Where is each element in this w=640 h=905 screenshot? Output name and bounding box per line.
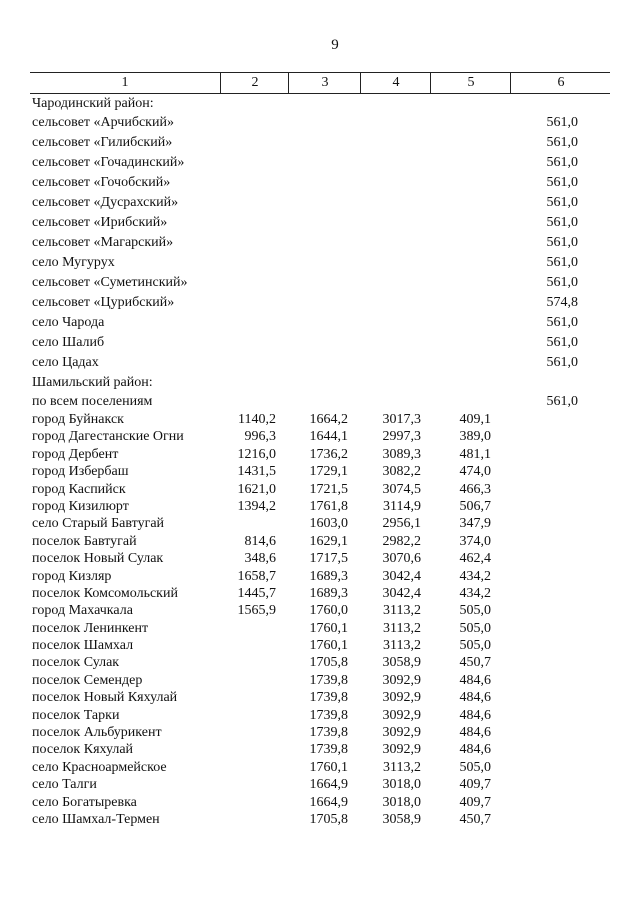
value-col-6: 561,0: [546, 275, 578, 290]
table-header: [30, 72, 610, 94]
value-col-4: 3082,2: [382, 464, 421, 480]
table-row: [30, 213, 610, 233]
settlement-name: сельсовет «Гочобский»: [32, 175, 171, 190]
settlement-name: сельсовет «Дусрахский»: [32, 195, 179, 210]
table-row: [30, 411, 610, 428]
value-col-4: 3042,4: [382, 585, 421, 601]
value-col-4: 2997,3: [382, 429, 421, 445]
settlement-name: поселок Кяхулай: [32, 742, 134, 758]
value-col-3: 1664,9: [309, 794, 348, 810]
value-col-5: 484,6: [459, 742, 491, 758]
table-row: [30, 373, 610, 392]
table-row: [30, 585, 610, 602]
table-row: [30, 313, 610, 333]
settlement-name: Шамильский район:: [32, 375, 153, 390]
value-col-5: 505,0: [459, 759, 491, 775]
table-row: [30, 273, 610, 293]
value-col-2: 1216,0: [237, 446, 276, 462]
table-row: [30, 446, 610, 463]
table-row: [30, 672, 610, 689]
settlement-name: сельсовет «Суметинский»: [32, 275, 188, 290]
value-col-4: 2982,2: [382, 533, 421, 549]
value-col-6: 574,8: [546, 295, 578, 310]
value-col-6: 561,0: [546, 394, 578, 409]
settlement-name: город Избербаш: [32, 464, 129, 480]
value-col-6: 561,0: [546, 155, 578, 170]
table-body: [30, 94, 610, 828]
value-col-3: 1689,3: [309, 568, 348, 584]
settlement-name: село Старый Бавтугай: [32, 516, 165, 532]
value-col-6: 561,0: [546, 175, 578, 190]
table-row: [30, 515, 610, 532]
value-col-5: 484,6: [459, 707, 491, 723]
value-col-3: 1739,8: [309, 690, 348, 706]
value-col-4: 2956,1: [382, 516, 421, 532]
table-row: [30, 153, 610, 173]
value-col-6: 561,0: [546, 215, 578, 230]
value-col-4: 3092,9: [382, 672, 421, 688]
settlement-name: город Буйнакск: [32, 412, 124, 427]
value-col-3: 1760,1: [309, 620, 348, 636]
value-col-3: 1739,8: [309, 742, 348, 758]
value-col-3: 1721,5: [309, 481, 348, 497]
value-col-5: 434,2: [459, 568, 491, 584]
table-row: [30, 133, 610, 153]
value-col-5: 481,1: [459, 446, 491, 462]
value-col-2: 996,3: [244, 429, 276, 445]
value-col-4: 3058,9: [382, 811, 421, 827]
value-col-3: 1739,8: [309, 707, 348, 723]
value-col-4: 3089,3: [382, 446, 421, 462]
settlement-name: город Дербент: [32, 446, 119, 462]
settlement-name: по всем поселениям: [32, 394, 153, 409]
settlement-name: город Дагестанские Огни: [32, 429, 184, 445]
value-col-5: 434,2: [459, 585, 491, 601]
table-row: [30, 811, 610, 828]
settlement-name: поселок Бавтугай: [32, 533, 137, 549]
column-header-1: 1: [121, 75, 129, 90]
value-col-5: 462,4: [459, 551, 491, 567]
value-col-6: 561,0: [546, 195, 578, 210]
value-col-5: 374,0: [459, 533, 491, 549]
table-row: [30, 253, 610, 273]
value-col-4: 3018,0: [382, 777, 421, 793]
value-col-5: 450,7: [459, 811, 491, 827]
value-col-6: 561,0: [546, 115, 578, 130]
value-col-3: 1736,2: [309, 446, 348, 462]
value-col-2: 1431,5: [237, 464, 276, 480]
table-row: [30, 707, 610, 724]
value-col-5: 450,7: [459, 655, 491, 671]
settlement-name: город Каспийск: [32, 481, 126, 497]
table-row: [30, 654, 610, 671]
value-col-4: 3092,9: [382, 707, 421, 723]
value-col-3: 1761,8: [309, 498, 348, 514]
table-row: [30, 498, 610, 515]
value-col-5: 474,0: [459, 464, 491, 480]
value-col-4: 3113,2: [383, 638, 421, 654]
settlement-name: сельсовет «Магарский»: [32, 235, 174, 250]
value-col-2: 1621,0: [237, 481, 276, 497]
value-col-3: 1760,0: [309, 603, 348, 619]
value-col-6: 561,0: [546, 135, 578, 150]
value-col-4: 3058,9: [382, 655, 421, 671]
table-row: [30, 333, 610, 353]
settlement-name: город Кизилюрт: [32, 498, 129, 514]
table-row: [30, 193, 610, 213]
settlement-name: поселок Новый Кяхулай: [32, 690, 178, 706]
value-col-6: 561,0: [546, 235, 578, 250]
value-col-2: 1445,7: [237, 585, 276, 601]
value-col-2: 348,6: [244, 551, 276, 567]
table-row: [30, 550, 610, 567]
settlement-name: село Шамхал-Термен: [32, 811, 160, 827]
settlement-name: сельсовет «Гочадинский»: [32, 155, 185, 170]
value-col-4: 3042,4: [382, 568, 421, 584]
table-row: [30, 173, 610, 193]
value-col-5: 506,7: [459, 498, 491, 514]
settlement-name: поселок Сулак: [32, 655, 120, 671]
value-col-5: 409,7: [459, 794, 491, 810]
table-row: [30, 533, 610, 550]
value-col-4: 3070,6: [382, 551, 421, 567]
table-row: [30, 776, 610, 793]
table-row: [30, 568, 610, 585]
settlement-name: сельсовет «Цурибский»: [32, 295, 175, 310]
settlement-name: село Цадах: [32, 355, 99, 370]
value-col-4: 3092,9: [382, 742, 421, 758]
table-row: [30, 602, 610, 619]
table-row: [30, 741, 610, 758]
table-row: [30, 463, 610, 480]
column-header-5: 5: [430, 73, 511, 93]
value-col-6: 561,0: [546, 335, 578, 350]
table-row: [30, 392, 610, 411]
settlement-name: поселок Ленинкент: [32, 620, 149, 636]
value-col-2: 1394,2: [237, 498, 276, 514]
settlement-name: Чародинский район:: [32, 96, 154, 111]
value-col-4: 3114,9: [383, 498, 421, 514]
column-header-6: 6: [510, 73, 611, 93]
settlement-name: село Богатыревка: [32, 794, 137, 810]
settlement-name: село Шалиб: [32, 335, 105, 350]
value-col-2: 814,6: [244, 533, 276, 549]
table-row: [30, 481, 610, 498]
table-row: [30, 620, 610, 637]
value-col-4: 3018,0: [382, 794, 421, 810]
settlement-name: сельсовет «Арчибский»: [32, 115, 174, 130]
value-col-6: 561,0: [546, 315, 578, 330]
settlement-name: поселок Шамхал: [32, 638, 134, 654]
value-col-5: 409,7: [459, 777, 491, 793]
value-col-4: 3092,9: [382, 690, 421, 706]
settlement-name: город Кизляр: [32, 568, 112, 584]
settlement-name: село Чарода: [32, 315, 105, 330]
value-col-3: 1760,1: [309, 638, 348, 654]
table-row: [30, 353, 610, 373]
table-row: [30, 759, 610, 776]
page-number: 9: [331, 37, 339, 53]
settlement-name: поселок Тарки: [32, 707, 120, 723]
settlement-name: город Махачкала: [32, 603, 133, 619]
table-row: [30, 233, 610, 253]
value-col-5: 484,6: [459, 725, 491, 741]
value-col-3: 1705,8: [309, 811, 348, 827]
table-row: [30, 689, 610, 706]
value-col-3: 1729,1: [309, 464, 348, 480]
table-row: [30, 637, 610, 654]
value-col-6: 561,0: [546, 355, 578, 370]
value-col-3: 1629,1: [309, 533, 348, 549]
value-col-5: 505,0: [459, 638, 491, 654]
settlement-name: сельсовет «Гилибский»: [32, 135, 173, 150]
value-col-5: 466,3: [459, 481, 491, 497]
value-col-5: 484,6: [459, 690, 491, 706]
column-header-2: 2: [220, 73, 289, 93]
value-col-3: 1717,5: [309, 551, 348, 567]
table-row: [30, 113, 610, 133]
value-col-3: 1689,3: [309, 585, 348, 601]
value-col-3: 1705,8: [309, 655, 348, 671]
value-col-5: 409,1: [459, 412, 491, 427]
settlement-name: поселок Новый Сулак: [32, 551, 164, 567]
value-col-4: 3017,3: [382, 412, 421, 427]
value-col-5: 505,0: [459, 620, 491, 636]
settlement-name: село Мугурух: [32, 255, 115, 270]
value-col-4: 3113,2: [383, 620, 421, 636]
table-row: [30, 94, 610, 113]
settlement-name: село Красноармейское: [32, 759, 167, 775]
value-col-2: 1658,7: [237, 568, 276, 584]
value-col-3: 1760,1: [309, 759, 348, 775]
value-col-5: 347,9: [459, 516, 491, 532]
value-col-3: 1664,9: [309, 777, 348, 793]
settlement-name: сельсовет «Ирибский»: [32, 215, 168, 230]
value-col-4: 3113,2: [383, 759, 421, 775]
settlement-name: поселок Комсомольский: [32, 585, 178, 601]
column-header-4: 4: [360, 73, 431, 93]
value-col-5: 505,0: [459, 603, 491, 619]
settlement-name: поселок Альбурикент: [32, 725, 162, 741]
column-header-3: 3: [288, 73, 361, 93]
value-col-4: 3074,5: [382, 481, 421, 497]
value-col-3: 1664,2: [309, 412, 348, 427]
value-col-3: 1603,0: [309, 516, 348, 532]
table-row: [30, 724, 610, 741]
value-col-2: 1565,9: [237, 603, 276, 619]
value-col-5: 389,0: [459, 429, 491, 445]
table-row: [30, 428, 610, 445]
settlement-name: село Талги: [32, 777, 97, 793]
value-col-3: 1739,8: [309, 725, 348, 741]
value-col-3: 1644,1: [309, 429, 348, 445]
table-row: [30, 293, 610, 313]
table-row: [30, 794, 610, 811]
value-col-4: 3092,9: [382, 725, 421, 741]
value-col-6: 561,0: [546, 255, 578, 270]
value-col-5: 484,6: [459, 672, 491, 688]
value-col-4: 3113,2: [383, 603, 421, 619]
value-col-3: 1739,8: [309, 672, 348, 688]
value-col-2: 1140,2: [238, 412, 276, 427]
settlement-name: поселок Семендер: [32, 672, 143, 688]
